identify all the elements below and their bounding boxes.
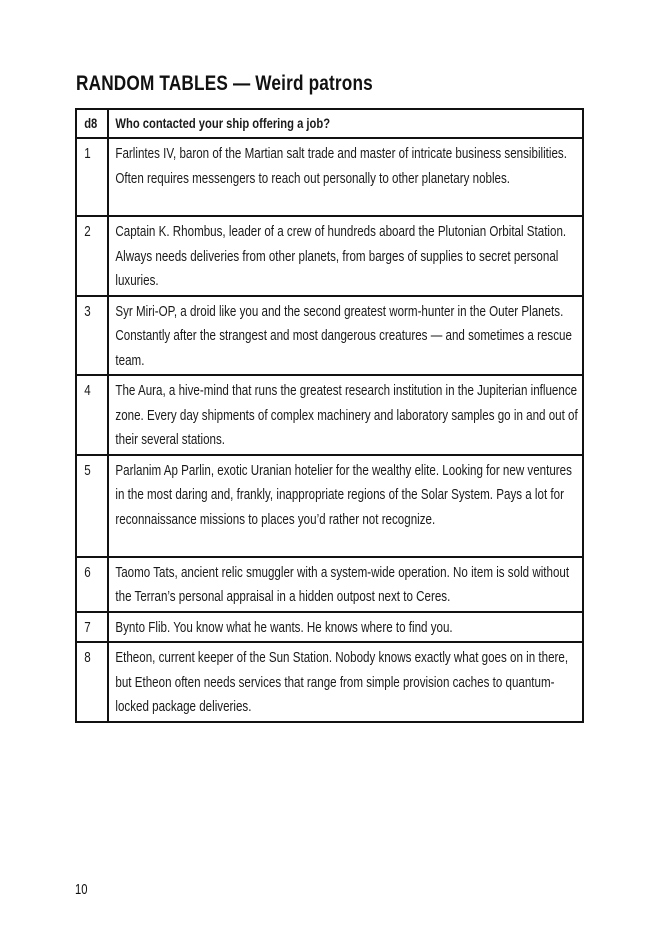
roll-cell [76, 455, 108, 557]
page-number: 10 [75, 881, 88, 898]
table-row [76, 612, 583, 643]
roll-value: 1 [84, 146, 91, 162]
description-cell [108, 375, 583, 455]
description-cell [108, 557, 583, 612]
roll-value: 6 [84, 564, 91, 581]
description-text: Farlintes IV, baron of the Martian salt trade and master of intricate business sensibilities. Often requires messengers to reach out personally to other planetary nobles. [115, 146, 567, 187]
description-cell [108, 455, 583, 557]
table-row [76, 642, 583, 722]
roll-value: 4 [84, 383, 91, 399]
header-description [108, 109, 583, 138]
header-description-label: Who contacted your ship offering a job? [115, 115, 331, 131]
header-roll-label: d8 [84, 115, 98, 131]
table-row [76, 557, 583, 612]
roll-cell [76, 216, 108, 296]
random-table-weird-patrons [75, 108, 584, 723]
description-text: The Aura, a hive-mind that runs the greatest research institution in the Jupiterian influence zone. Every day shipments of complex machinery and laboratory samples go in and out of their several stations. [115, 383, 578, 448]
table-row [76, 455, 583, 557]
page-title: RANDOM TABLES — Weird patrons [76, 72, 373, 95]
description-text: Bynto Flib. You know what he wants. He knows where to find you. [115, 619, 453, 636]
description-cell [108, 138, 583, 216]
roll-value: 8 [84, 650, 91, 666]
roll-cell [76, 375, 108, 455]
roll-value: 2 [84, 224, 91, 240]
roll-value: 3 [84, 303, 91, 320]
description-cell [108, 612, 583, 643]
table-row [76, 216, 583, 296]
header-roll [76, 109, 108, 138]
roll-cell [76, 296, 108, 376]
description-text: Taomo Tats, ancient relic smuggler with a system-wide operation. No item is sold without the Terran’s personal appraisal in a hidden outpost next to Ceres. [115, 564, 570, 605]
roll-cell [76, 612, 108, 643]
table-row [76, 296, 583, 376]
description-cell [108, 296, 583, 376]
table-row [76, 138, 583, 216]
description-cell [108, 216, 583, 296]
description-cell [108, 642, 583, 722]
roll-cell [76, 138, 108, 216]
roll-cell [76, 557, 108, 612]
roll-value: 5 [84, 462, 91, 479]
description-text: Captain K. Rhombus, leader of a crew of hundreds aboard the Plutonian Orbital Station. Always needs deliveries from other planets, from barges of supplies to secret personal luxuries. [115, 224, 567, 289]
table-row [76, 375, 583, 455]
description-text: Syr Miri-OP, a droid like you and the second greatest worm-hunter in the Outer Planets. Constantly after the strangest and most dangerous creatures — and sometimes a rescue team. [115, 303, 572, 369]
roll-value: 7 [84, 619, 91, 636]
roll-cell [76, 642, 108, 722]
description-text: Etheon, current keeper of the Sun Station. Nobody knows exactly what goes on in there, but Etheon often needs services that range from simple provision caches to quantum-locked package deliveries. [115, 650, 569, 715]
description-text: Parlanim Ap Parlin, exotic Uranian hotelier for the wealthy elite. Looking for new ventures in the most daring and, frankly, inappropriate regions of the Solar System. Pays a lot for reconnaissance missions to places you’d rather not recognize. [115, 462, 572, 528]
table-header-row [76, 109, 583, 138]
